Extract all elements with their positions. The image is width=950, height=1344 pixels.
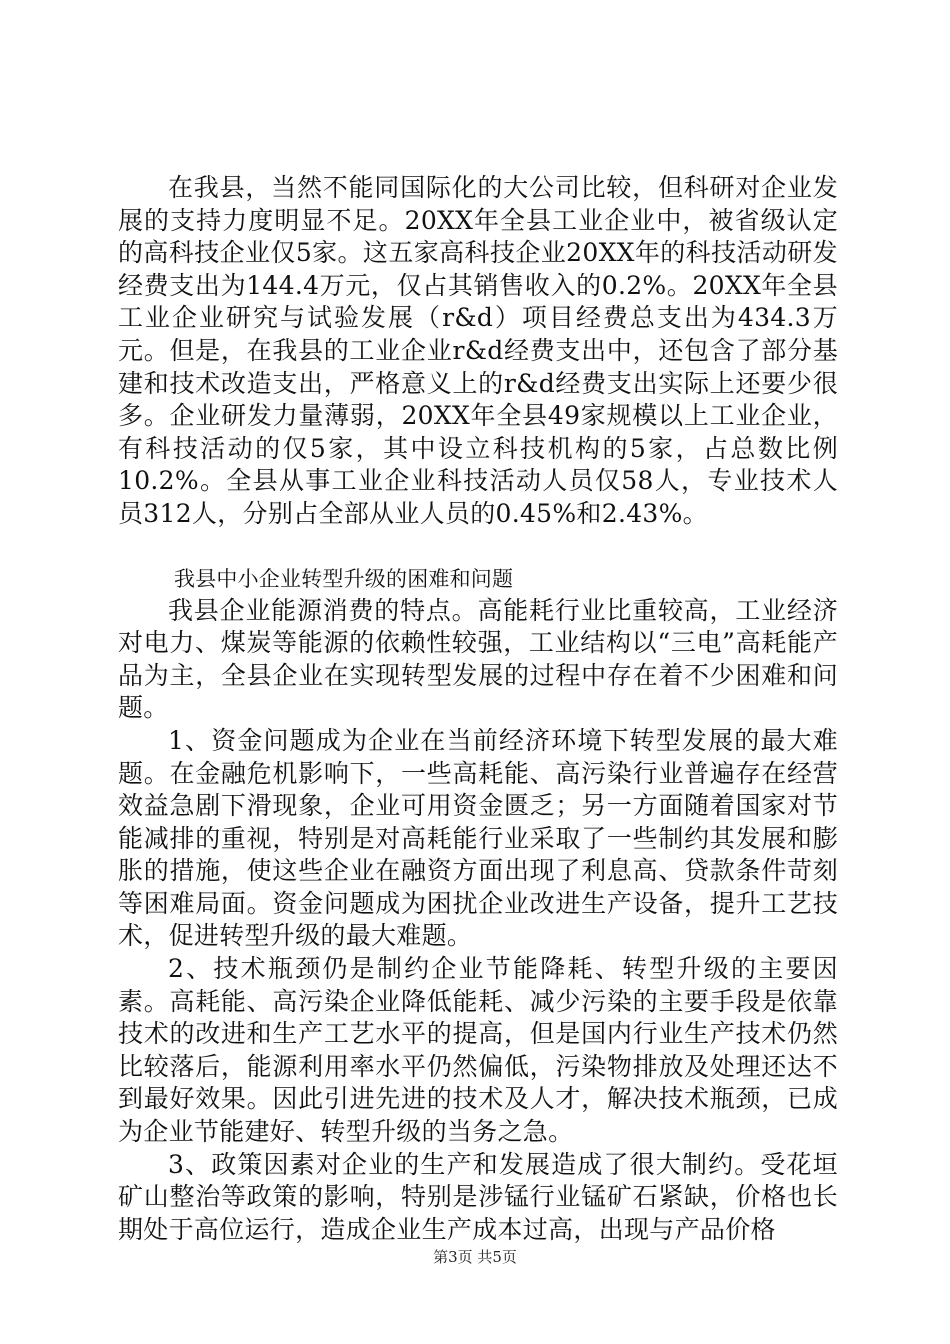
paragraph-rd-investment: 在我县，当然不能同国际化的大公司比较，但科研对企业发展的支持力度明显不足。20XX年全县工业企业中，被省级认定的高科技企业仅5家。这五家高科技企业20XX年的科技活动研发经费支出为144.4万元，仅占其销售收入的0.2%。20XX年全县工业企业研究与试验发展（r&d）项目经费总支出为434.3万元。但是，在我县的工业企业r&d经费支出中，还包含了部分基建和技术改造支出，严格意义上的r&d经费支出实际上还要少很多。企业研发力量薄弱，20XX年全县49家规模以上工业企业，有科技活动的仅5家，其中设立科技机构的5家，占总数比例10.2%。全县从事工业企业科技活动人员仅58人，专业技术人员312人，分别占全部从业人员的0.45%和2.43%。 bbox=[118, 173, 838, 528]
paragraph-energy-consumption: 我县企业能源消费的特点。高能耗行业比重较高，工业经济对电力、煤炭等能源的依赖性较强，工业结构以“三电”高耗能产品为主，全县企业在实现转型发展的过程中存在着不少困难和问题。 bbox=[118, 595, 838, 723]
paragraph-technology-bottleneck: 2、技术瓶颈仍是制约企业节能降耗、转型升级的主要因素。高耗能、高污染企业降低能耗、减少污染的主要手段是依靠技术的改进和生产工艺水平的提高，但是国内行业生产技术仍然比较落后，能源利用率水平仍然偏低，污染物排放及处理还达不到最好效果。因此引进先进的技术及人才，解决技术瓶颈，已成为企业节能建好、转型升级的当务之急。 bbox=[118, 954, 838, 1147]
paragraph-funding-problem: 1、资金问题成为企业在当前经济环境下转型发展的最大难题。在金融危机影响下，一些高耗能、高污染行业普遍存在经营效益急剧下滑现象，企业可用资金匮乏；另一方面随着国家对节能减排的重视，特别是对高耗能行业采取了一些制约其发展和膨胀的措施，使这些企业在融资方面出现了利息高、贷款条件苛刻等困难局面。资金问题成为困扰企业改进生产设备，提升工艺技术，促进转型升级的最大难题。 bbox=[118, 725, 838, 951]
document-body bbox=[118, 172, 838, 1246]
paragraph-policy-factors: 3、政策因素对企业的生产和发展造成了很大制约。受花垣矿山整治等政策的影响，特别是涉锰行业锰矿石紧缺，价格也长期处于高位运行，造成企业生产成本过高，出现与产品价格 bbox=[118, 1149, 838, 1244]
page-number-footer: 第3页 共5页 bbox=[433, 1248, 517, 1266]
section-heading: 我县中小企业转型升级的困难和问题 bbox=[174, 566, 514, 591]
